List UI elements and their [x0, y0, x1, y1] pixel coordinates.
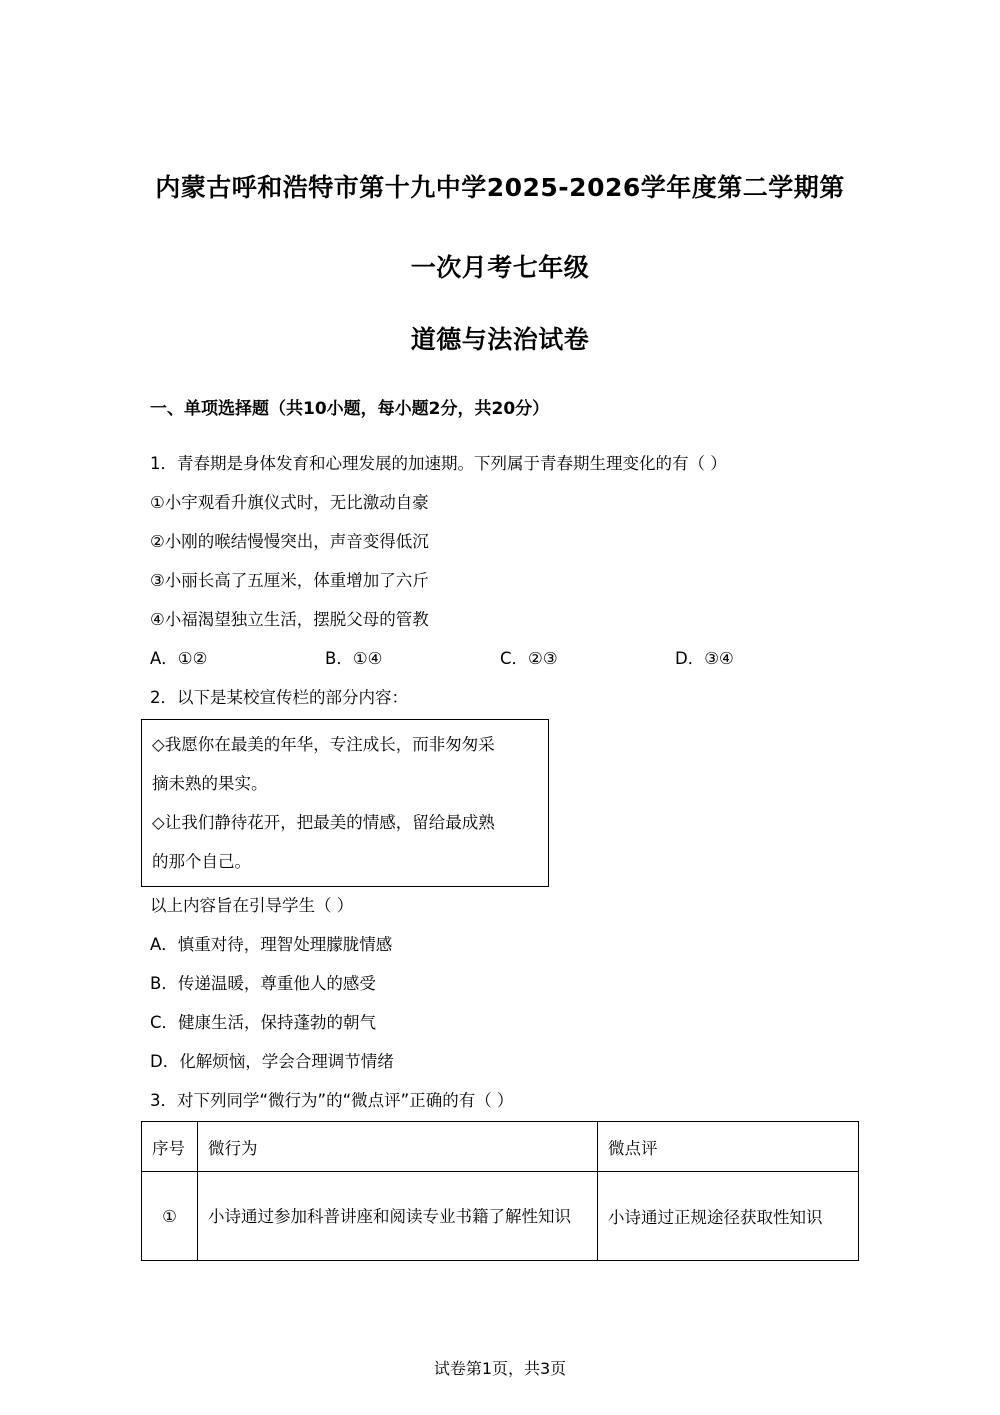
q2-box-line-4: 的那个自己。: [152, 852, 251, 871]
q2-option-d: D．化解烦恼，学会合理调节情绪: [150, 1052, 394, 1071]
exam-title-line1: 内蒙古呼和浩特市第十九中学2025-2026学年度第二学期第: [155, 173, 845, 202]
q1-item-4: ④小福渴望独立生活，摆脱父母的管教: [150, 610, 429, 629]
q2-box-line-2: 摘未熟的果实。: [152, 774, 268, 793]
q3-row1-behavior: 小诗通过参加科普讲座和阅读专业书籍了解性知识: [198, 1172, 598, 1261]
q2-option-c: C．健康生活，保持蓬勃的朝气: [150, 1013, 377, 1032]
exam-title-line3: 道德与法治试卷: [410, 325, 590, 354]
q1-stem: 1．青春期是身体发育和心理发展的加速期。下列属于青春期生理变化的有（ ）: [150, 454, 727, 473]
q3-stem: 3．对下列同学“微行为”的“微点评”正确的有（ ）: [150, 1091, 514, 1110]
table-row: [142, 1172, 859, 1261]
q1-option-b: B．①④: [325, 649, 383, 668]
q3-row1-index: ①: [142, 1172, 198, 1261]
q3-table-header-row: [142, 1122, 859, 1172]
q2-prompt: 以上内容旨在引导学生（ ）: [150, 896, 354, 915]
q2-option-b: B．传递温暖，尊重他人的感受: [150, 974, 376, 993]
q2-box-line-3: ◇让我们静待花开，把最美的情感，留给最成熟: [152, 813, 495, 832]
q1-item-2: ②小刚的喉结慢慢突出，声音变得低沉: [150, 532, 429, 551]
q2-option-a: A．慎重对待，理智处理朦胧情感: [150, 935, 393, 954]
exam-title-line2: 一次月考七年级: [410, 253, 590, 282]
q2-box-line-1: ◇我愿你在最美的年华，专注成长，而非匆匆采: [152, 735, 495, 754]
q1-option-a: A．①②: [150, 649, 208, 668]
q1-item-3: ③小丽长高了五厘米，体重增加了六斤: [150, 571, 429, 590]
page-footer: 试卷第1页，共3页: [433, 1359, 567, 1378]
q3-header-index: 序号: [142, 1122, 198, 1172]
q3-row1-comment: 小诗通过正规途径获取性知识: [598, 1172, 859, 1261]
q1-option-d: D．③④: [675, 649, 734, 668]
q1-item-1: ①小宇观看升旗仪式时，无比激动自豪: [150, 493, 429, 512]
q2-bulletin-box: [141, 719, 549, 887]
q1-option-c: C．②③: [500, 649, 558, 668]
section-heading: 一、单项选择题（共10小题，每小题2分，共20分）: [150, 399, 550, 419]
q2-stem: 2．以下是某校宣传栏的部分内容：: [150, 688, 408, 707]
q3-table: [141, 1121, 859, 1261]
q3-header-behavior: 微行为: [198, 1122, 598, 1172]
q3-header-comment: 微点评: [598, 1122, 859, 1172]
